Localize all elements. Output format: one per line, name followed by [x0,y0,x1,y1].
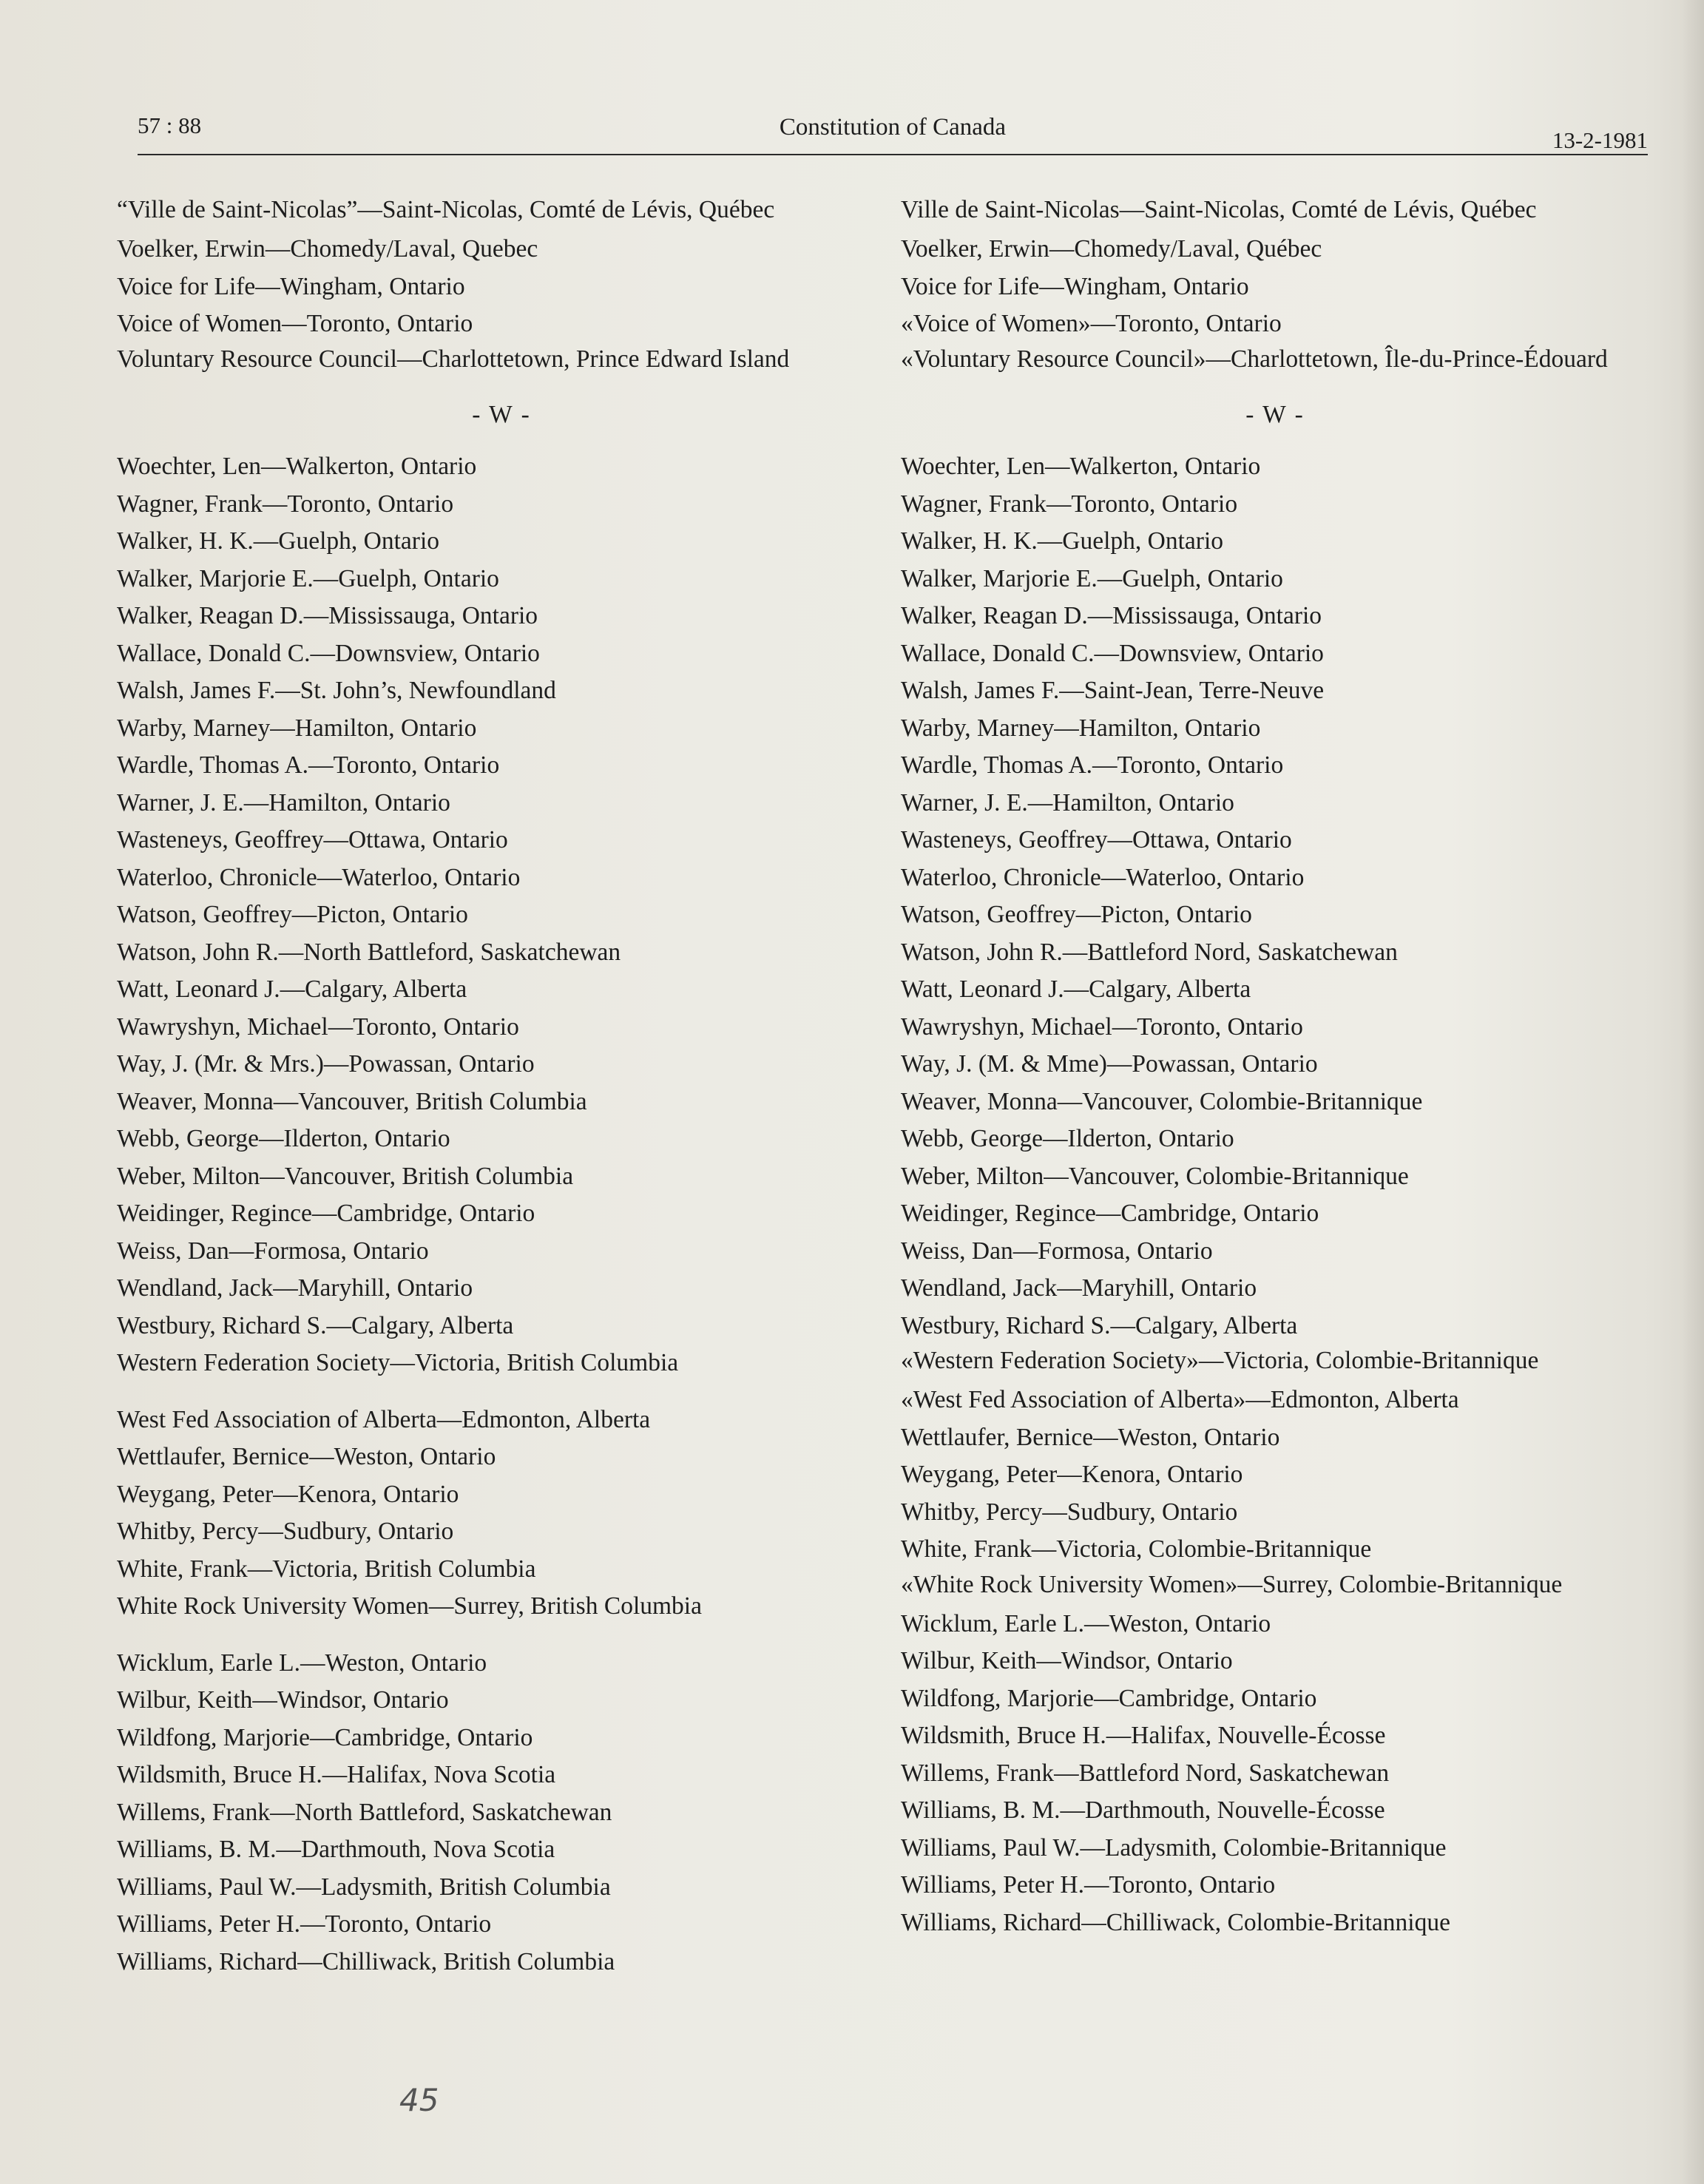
list-item: Voice for Life—Wingham, Ontario [901,272,1249,300]
list-item: Weiss, Dan—Formosa, Ontario [117,1237,429,1265]
list-item: Wicklum, Earle L.—Weston, Ontario [901,1609,1271,1637]
list-item: Warner, J. E.—Hamilton, Ontario [117,788,450,817]
handwritten-note: 45 [399,2082,439,2118]
list-item: Warby, Marney—Hamilton, Ontario [901,714,1261,742]
list-item: Wardle, Thomas A.—Toronto, Ontario [901,751,1284,779]
list-item: Watt, Leonard J.—Calgary, Alberta [117,976,467,1003]
list-item: Wildsmith, Bruce H.—Halifax, Nouvelle-Écosse [901,1722,1386,1749]
list-item: Williams, Richard—Chilliwack, British Columbia [117,1947,615,1975]
list-item: Whitby, Percy—Sudbury, Ontario [901,1498,1238,1526]
french-column [901,194,1649,1941]
list-item: Walsh, James F.—St. John’s, Newfoundland [117,677,556,704]
list-item: White, Frank—Victoria, Colombie-Britannique [901,1535,1372,1563]
list-item: West Fed Association of Alberta—Edmonton, Alberta [117,1405,651,1433]
list-item: Way, J. (Mr. & Mrs.)—Powassan, Ontario [117,1050,535,1078]
list-item: Westbury, Richard S.—Calgary, Alberta [901,1311,1298,1339]
list-item: Weber, Milton—Vancouver, Colombie-Britannique [901,1162,1409,1190]
list-item: Weber, Milton—Vancouver, British Columbia [117,1162,574,1190]
spacer [117,1626,886,1645]
list-item: Wendland, Jack—Maryhill, Ontario [901,1274,1257,1302]
list-item: Voelker, Erwin—Chomedy/Laval, Québec [901,235,1322,263]
list-item: Wildsmith, Bruce H.—Halifax, Nova Scotia [117,1761,556,1788]
page-header [138,111,1648,155]
list-item: «Western Federation Society»—Victoria, Colombie-Britannique [901,1347,1539,1374]
list-item: Williams, B. M.—Darthmouth, Nova Scotia [117,1836,555,1863]
list-item: «Voice of Women»—Toronto, Ontario [901,310,1282,337]
list-item: Woechter, Len—Walkerton, Ontario [117,453,477,480]
list-item: Woechter, Len—Walkerton, Ontario [901,453,1261,480]
list-item: Wasteneys, Geoffrey—Ottawa, Ontario [117,826,508,853]
list-item: Weygang, Peter—Kenora, Ontario [901,1461,1243,1488]
list-item: «West Fed Association of Alberta»—Edmonton, Alberta [901,1386,1459,1413]
list-item: Watt, Leonard J.—Calgary, Alberta [901,976,1251,1003]
list-item: White, Frank—Victoria, British Columbia [117,1555,536,1583]
list-item: Westbury, Richard S.—Calgary, Alberta [117,1311,514,1339]
list-item: Warner, J. E.—Hamilton, Ontario [901,788,1234,817]
list-item: Watson, Geoffrey—Picton, Ontario [901,901,1252,928]
list-item: Wilbur, Keith—Windsor, Ontario [901,1647,1233,1674]
list-item: Watson, John R.—North Battleford, Saskatchewan [117,938,621,966]
list-item: Weaver, Monna—Vancouver, British Columbia [117,1087,587,1115]
document-title: Constitution of Canada [779,114,1007,141]
list-item: Walker, H. K.—Guelph, Ontario [117,527,440,555]
list-item: Williams, Peter H.—Toronto, Ontario [117,1910,492,1938]
list-item: Wagner, Frank—Toronto, Ontario [117,490,454,518]
list-item: Wawryshyn, Michael—Toronto, Ontario [901,1012,1303,1041]
document-date: 13-2-1981 [1552,127,1648,153]
list-item: Wettlaufer, Bernice—Weston, Ontario [901,1423,1280,1451]
list-item: Watson, John R.—Battleford Nord, Saskatchewan [901,938,1398,966]
list-item: Voluntary Resource Council—Charlottetown, Prince Edward Island [117,345,790,373]
list-item: Wendland, Jack—Maryhill, Ontario [117,1274,473,1302]
list-item: Western Federation Society—Victoria, British Columbia [117,1349,679,1376]
list-item: Walker, Marjorie E.—Guelph, Ontario [901,564,1283,592]
list-item: «White Rock University Women»—Surrey, Colombie-Britannique [901,1570,1563,1598]
list-item: Wettlaufer, Bernice—Weston, Ontario [117,1443,496,1470]
list-item: Weidinger, Regince—Cambridge, Ontario [901,1200,1319,1227]
list-item: Webb, George—Ilderton, Ontario [117,1125,450,1152]
list-item: Walker, Reagan D.—Mississauga, Ontario [117,602,538,629]
list-item: Weidinger, Regince—Cambridge, Ontario [117,1200,535,1227]
list-item: Wicklum, Earle L.—Weston, Ontario [117,1649,487,1677]
english-column [117,194,886,1981]
list-item: Weiss, Dan—Formosa, Ontario [901,1237,1213,1265]
list-item: Walker, H. K.—Guelph, Ontario [901,527,1224,555]
list-item: Walker, Reagan D.—Mississauga, Ontario [901,602,1322,629]
list-item: Williams, B. M.—Darthmouth, Nouvelle-Écosse [901,1796,1385,1824]
list-item: Wallace, Donald C.—Downsview, Ontario [117,639,540,667]
list-item: Willems, Frank—North Battleford, Saskatchewan [117,1798,612,1826]
list-item: Waterloo, Chronicle—Waterloo, Ontario [901,863,1305,891]
list-item: Wildfong, Marjorie—Cambridge, Ontario [117,1723,533,1751]
list-item: Walsh, James F.—Saint-Jean, Terre-Neuve [901,677,1325,704]
list-item: Walker, Marjorie E.—Guelph, Ontario [117,564,499,592]
section-letter: - W - [1245,400,1305,428]
list-item: Voelker, Erwin—Chomedy/Laval, Quebec [117,235,538,263]
list-item: “Ville de Saint-Nicolas”—Saint-Nicolas, Comté de Lévis, Québec [117,196,775,223]
list-item: Williams, Richard—Chilliwack, Colombie-Britannique [901,1908,1450,1936]
list-item: «Voluntary Resource Council»—Charlottetown, Île-du-Prince-Édouard [901,345,1608,373]
list-item: Warby, Marney—Hamilton, Ontario [117,714,477,742]
list-item: Williams, Peter H.—Toronto, Ontario [901,1871,1276,1899]
list-item: Willems, Frank—Battleford Nord, Saskatchewan [901,1759,1390,1787]
page-edge-shadow [1682,0,1704,2184]
list-item: Watson, Geoffrey—Picton, Ontario [117,901,468,928]
list-item: Weygang, Peter—Kenora, Ontario [117,1480,459,1508]
list-item: Weaver, Monna—Vancouver, Colombie-Britannique [901,1087,1423,1115]
list-item: Voice for Life—Wingham, Ontario [117,272,465,300]
list-item: Williams, Paul W.—Ladysmith, British Columbia [117,1873,611,1901]
list-item: Wawryshyn, Michael—Toronto, Ontario [117,1012,519,1041]
spacer [117,1382,886,1402]
list-item: Way, J. (M. & Mme)—Powassan, Ontario [901,1050,1318,1078]
list-item: Wagner, Frank—Toronto, Ontario [901,490,1238,518]
list-item: Wardle, Thomas A.—Toronto, Ontario [117,751,500,779]
list-item: Whitby, Percy—Sudbury, Ontario [117,1518,454,1545]
list-item: Wilbur, Keith—Windsor, Ontario [117,1686,449,1714]
list-item: Williams, Paul W.—Ladysmith, Colombie-Britannique [901,1833,1447,1862]
list-item: Wallace, Donald C.—Downsview, Ontario [901,639,1324,667]
list-item: Wildfong, Marjorie—Cambridge, Ontario [901,1684,1317,1712]
page-number: 57 : 88 [138,112,202,138]
list-item: White Rock University Women—Surrey, British Columbia [117,1592,702,1620]
list-item: Wasteneys, Geoffrey—Ottawa, Ontario [901,826,1292,853]
list-item: Ville de Saint-Nicolas—Saint-Nicolas, Comté de Lévis, Québec [901,196,1537,223]
list-item: Waterloo, Chronicle—Waterloo, Ontario [117,863,521,891]
list-item: Voice of Women—Toronto, Ontario [117,310,473,337]
section-letter: - W - [472,400,531,428]
list-item: Webb, George—Ilderton, Ontario [901,1125,1234,1152]
